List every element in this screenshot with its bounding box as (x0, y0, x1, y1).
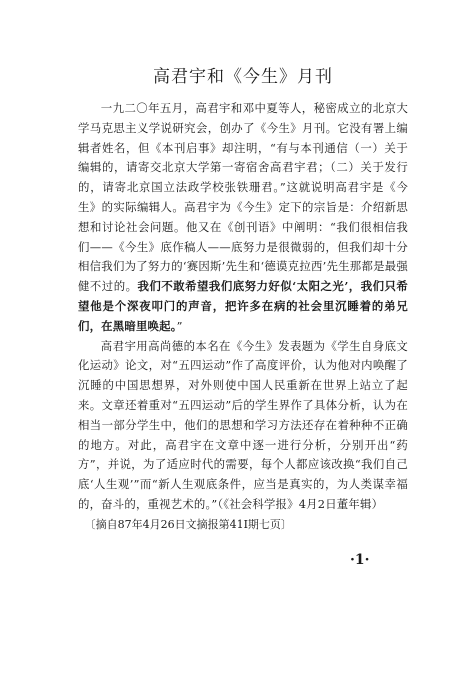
article-title: 高君宇和《今生》月刊 (153, 67, 333, 87)
paragraph-1-text: 一九二〇年五月，高君宇和邓中夏等人，秘密成立的北京大学马克思主义学说研究会，创办了《今生》月刊。它没有署上编辑者姓名，但《本刊启事》却注明，“有与本刊通信（一）关于编辑的，请寄交北京大学第一寄宿舍高君宇君；（二）关于发行的，请寄北京国立法政学校张铁珊君。”这就说明高君宇是《今生》的实际编辑人。高君宇为《今生》定下的宗旨是：介绍新思想和讨论社会问题。他又在《创刊语》中阐明：“我们很相信我们——《今生》底作稿人——底努力是很微弱的，但我们却十分相信我们为了努力的‘赛因斯’先生和‘德谟克拉西’先生那都是最强健不过的。 (78, 101, 408, 294)
paragraph-1-bold-quote: 我们不敢希望我们底努力好似‘太阳之光’，我们只希望他是个深夜叩门的声音，把许多在病的社会里沉睡着的弟兄们，在黑暗里唤起。 (78, 279, 408, 333)
paragraph-2: 高君宇用高尚德的本名在《今生》发表题为《学生自身底文化运动》论文，对“五四运动”作了高度评价，认为他对内唤醒了沉睡的中国思想界，对外则使中国人民重新在世界上站立了起来。文章还着重对“五四运动”后的学生界作了具体分析，认为在相当一部分学生中，他们的思想和学习方法还存在着种种不正确的地方。对此，高君宇在文章中逐一进行分析，分别开出“药方”，并说，为了适应时代的需要，每个人都应该改换“我们自己底‘人生观’”而“新人生观底条件，应当是真实的，为人类谋幸福的，奋斗的，重视艺术的。”（《社会科学报》4月2日董年辑） (78, 338, 408, 511)
page-number: ·1· (350, 552, 370, 568)
paragraph-1-end: ” (176, 318, 183, 333)
source-citation: 〔摘自87年4月26日文摘报第41Ⅰ期七页〕 (84, 517, 292, 531)
paragraph-1 (78, 99, 408, 337)
